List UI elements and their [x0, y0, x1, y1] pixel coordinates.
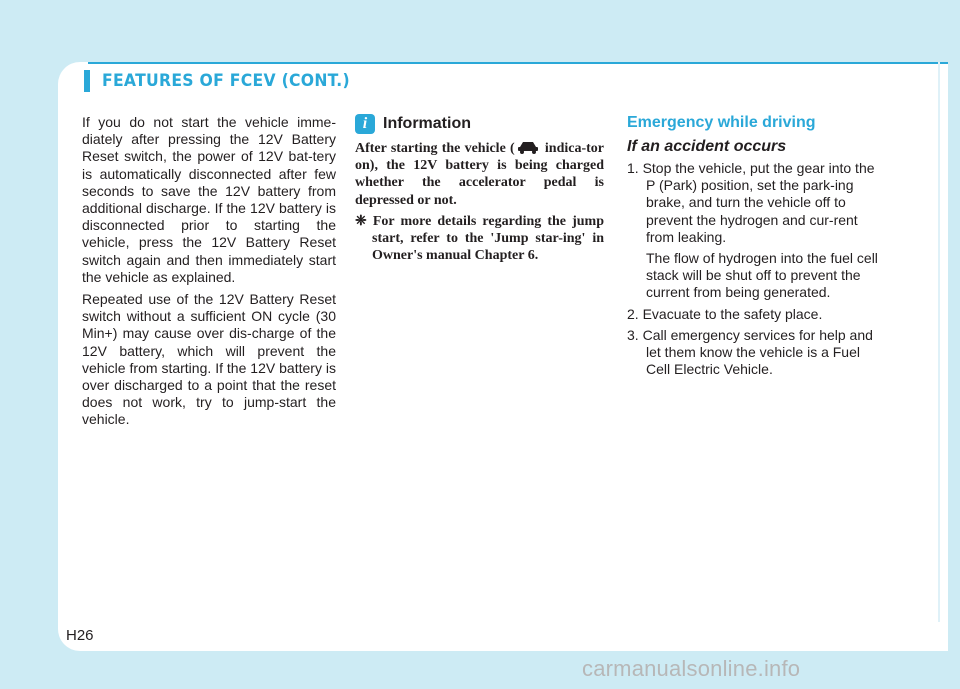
emergency-section-title: Emergency while driving [627, 114, 816, 131]
column-left [82, 114, 336, 434]
header-accent-bar [84, 70, 90, 92]
step-item [627, 327, 882, 379]
step-item [627, 306, 882, 323]
info-icon: i [355, 114, 375, 134]
note-symbol: ❈ [355, 213, 367, 229]
page-number: H26 [66, 627, 94, 644]
step-number: 2. [627, 305, 639, 322]
note-text: For more details regarding the jump start, refer to the 'Jump star-ing' in Owner's manual Chapter 6. [372, 213, 604, 264]
step-text: Call emergency services for help and let them know the vehicle is a Fuel Cell Electric Vehicle. [642, 326, 873, 378]
information-text [355, 140, 604, 209]
step-text: The flow of hydrogen into the fuel cell stack will be shut off to prevent the current from being generated. [646, 250, 878, 301]
column-emergency [627, 114, 882, 382]
page-edge-rule [938, 62, 940, 622]
step-text: Stop the vehicle, put the gear into the P (Park) position, set the park-ing brake, and turn the vehicle off to prevent the hydrogen and cur-rent from leaking. [642, 160, 875, 245]
step-continuation [627, 250, 882, 302]
site-watermark: carmanualsonline.info [582, 656, 801, 681]
information-text-start: After starting the vehicle ( [355, 141, 515, 156]
header-rule [88, 62, 948, 64]
step-item [627, 160, 882, 246]
information-title: Information [383, 115, 471, 132]
step-number: 1. [627, 160, 639, 176]
step-number: 3. [627, 326, 639, 343]
information-text-end: indica-tor on), the 12V battery is being charged whether the accelerator pedal is depressed or not. [355, 141, 604, 208]
paragraph-repeated-use: Repeated use of the 12V Battery Reset switch without a sufficient ON cycle (30 Min+) may cause over dis-charge of the 12V battery, which will prevent the vehicle from starting. If the 12V battery is over discharged to a point that the reset does not work, try to jump-start the vehicle. [82, 291, 336, 428]
step-text: Evacuate to the safety place. [642, 305, 823, 322]
paragraph-reset-switch: If you do not start the vehicle imme-diately after pressing the 12V Battery Reset switch, the power of 12V bat-tery is automatically disconnected after few seconds to save the 12V battery from additional discharge. If the 12V battery is disconnected prior to starting the vehicle, press the 12V Battery Reset switch again and then immediately start the vehicle as explained. [82, 114, 336, 285]
information-header [355, 114, 604, 134]
information-note [355, 213, 604, 265]
section-header-title: FEATURES OF FCEV (CONT.) [102, 71, 350, 91]
column-information [355, 114, 604, 268]
accident-subtitle: If an accident occurs [627, 138, 787, 155]
vehicle-ready-indicator-icon [517, 140, 539, 154]
